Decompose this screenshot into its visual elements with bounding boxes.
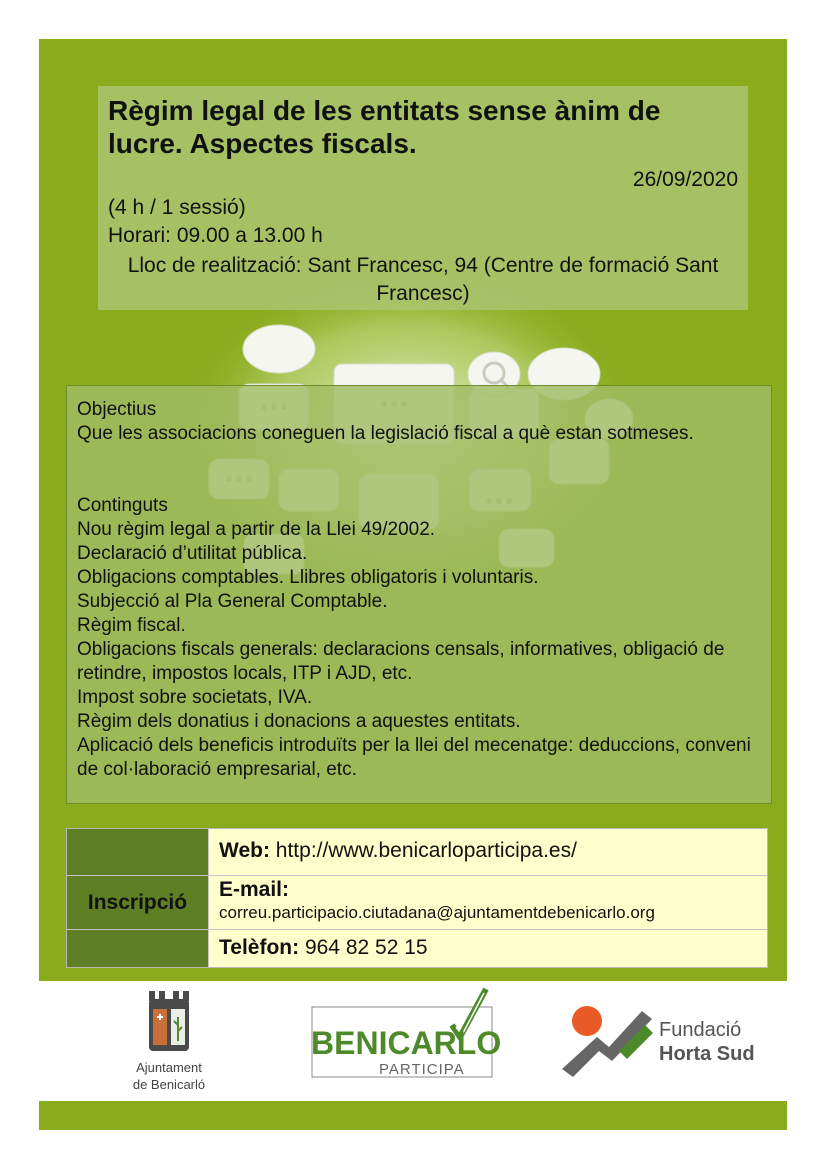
fundacio-label-line2: Horta Sud [659, 1043, 755, 1065]
objectives-heading: Objectius [77, 399, 157, 420]
content-item: Impost sobre societats, IVA. [77, 687, 313, 708]
participa-wordmark: PARTICIPA [379, 1061, 465, 1078]
web-link[interactable]: http://www.benicarloparticipa.es/ [275, 839, 577, 862]
ajuntament-label-line1: Ajuntament [136, 1060, 202, 1075]
divider [67, 929, 767, 930]
content-item: Aplicació dels beneficis introduïts per la llei del mecenatge: deduccions, conveni de col·laboració empresarial, etc. [77, 735, 751, 780]
contents-heading: Continguts [77, 495, 168, 516]
content-item: Règim dels donatius i donacions a aquestes entitats. [77, 711, 521, 732]
registration-details [209, 829, 767, 967]
benicarlo-wordmark: BENICARLO [311, 1025, 502, 1061]
course-date: 26/09/2020 [632, 168, 738, 191]
email-link[interactable]: correu.participacio.ciutadana@ajuntamentdebenicarlo.org [219, 903, 655, 922]
objectives-text: Que les associacions coneguen la legislació fiscal a què estan sotmeses. [77, 423, 694, 444]
fundacio-horta-sud-logo [557, 1001, 657, 1081]
logo-footer [39, 981, 787, 1101]
registration-label-column [67, 829, 208, 967]
label-cell [67, 930, 208, 967]
web-row [219, 839, 577, 863]
course-schedule: Horari: 09.00 a 13.00 h [108, 224, 323, 247]
label-cell [67, 829, 208, 875]
phone-row [219, 936, 428, 960]
phone-label: Telèfon: [219, 936, 300, 959]
title-box [98, 86, 748, 310]
ajuntament-label-line2: de Benicarló [132, 1077, 206, 1092]
content-item: Obligacions comptables. Llibres obligatoris i voluntaris. [77, 567, 539, 588]
footer-bar [39, 1101, 787, 1130]
content-item: Nou règim legal a partir de la Llei 49/2002. [77, 519, 436, 540]
content-box [66, 385, 772, 804]
course-place: Lloc de realització: Sant Francesc, 94 (Centre de formació Sant Francesc) [127, 254, 719, 305]
content-item: Obligacions fiscals generals: declaracions censals, informatives, obligació de retindre, impostos locals, ITP i AJD, etc. [77, 639, 725, 684]
divider [67, 875, 767, 876]
web-label: Web: [219, 839, 270, 862]
email-label: E-mail: [219, 878, 290, 901]
phone-value: 964 82 52 15 [304, 936, 428, 959]
course-duration: (4 h / 1 sessió) [108, 196, 246, 219]
course-title: Règim legal de les entitats sense ànim de lucre. Aspectes fiscals. [108, 95, 661, 159]
content-item: Subjecció al Pla General Comptable. [77, 591, 388, 612]
registration-table [66, 828, 768, 968]
divider [208, 829, 209, 967]
registration-label: Inscripció [87, 890, 188, 914]
fundacio-label-line1: Fundació [659, 1019, 742, 1041]
ajuntament-shield-logo [147, 991, 191, 1055]
content-item: Declaració d’utilitat pública. [77, 543, 308, 564]
content-item: Règim fiscal. [77, 615, 186, 636]
